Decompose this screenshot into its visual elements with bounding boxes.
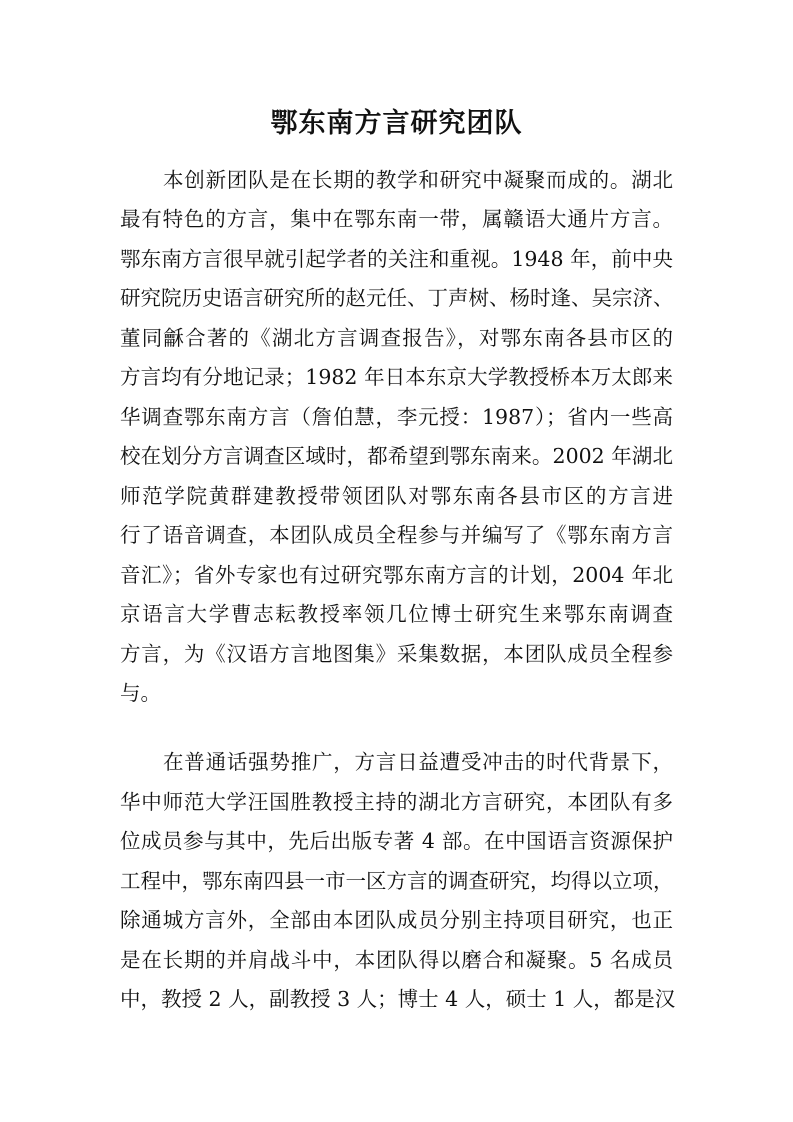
paragraph-1-line: 行了语音调查，本团队成员全程参与并编写了《鄂东南方言 [120,523,673,547]
paragraph-1-line: 鄂东南方言很早就引起学者的关注和重视。1948 年，前中央 [120,247,673,271]
paragraph-2-line: 在普通话强势推广，方言日益遭受冲击的时代背景下， [163,750,673,774]
paragraph-1-line: 与。 [120,681,161,705]
paragraph-1-line: 研究院历史语言研究所的赵元任、丁声树、杨时逢、吴宗济、 [120,286,674,310]
paragraph-1-line: 师范学院黄群建教授带领团队对鄂东南各县市区的方言进 [120,484,673,508]
paragraph-1-line: 音汇》；省外专家也有过研究鄂东南方言的计划，2004 年北 [120,563,673,587]
paragraph-2-line: 工程中，鄂东南四县一市一区方言的调查研究，均得以立项， [120,869,674,893]
document-title: 鄂东南方言研究团队 [270,108,523,139]
paragraph-1-line: 最有特色的方言，集中在鄂东南一带，属赣语大通片方言。 [120,207,673,231]
paragraph-1-line: 方言均有分地记录；1982 年日本东京大学教授桥本万太郎来 [120,365,673,389]
paragraph-2-line: 中，教授 2 人，副教授 3 人；博士 4 人，硕士 1 人，都是汉 [120,987,676,1011]
paragraph-1-line: 董同龢合著的《湖北方言调查报告》，对鄂东南各县市区的 [120,326,673,350]
paragraph-1-line: 本创新团队是在长期的教学和研究中凝聚而成的。湖北 [163,168,673,192]
paragraph-1-line: 校在划分方言调查区域时，都希望到鄂东南来。2002 年湖北 [120,444,673,468]
paragraph-2-line: 华中师范大学汪国胜教授主持的湖北方言研究，本团队有多 [120,790,673,814]
paragraph-1-line: 京语言大学曹志耘教授率领几位博士研究生来鄂东南调查 [120,602,673,626]
paragraph-2-line: 除通城方言外，全部由本团队成员分别主持项目研究，也正 [120,908,673,932]
paragraph-1-line: 方言，为《汉语方言地图集》采集数据，本团队成员全程参 [120,642,673,666]
paragraph-2-line: 是在长期的并肩战斗中，本团队得以磨合和凝聚。5 名成员 [120,948,673,972]
paragraph-2-line: 位成员参与其中，先后出版专著 4 部。在中国语言资源保护 [120,829,673,853]
paragraph-1-line: 华调查鄂东南方言（詹伯慧，李元授：1987）；省内一些高 [120,405,673,429]
